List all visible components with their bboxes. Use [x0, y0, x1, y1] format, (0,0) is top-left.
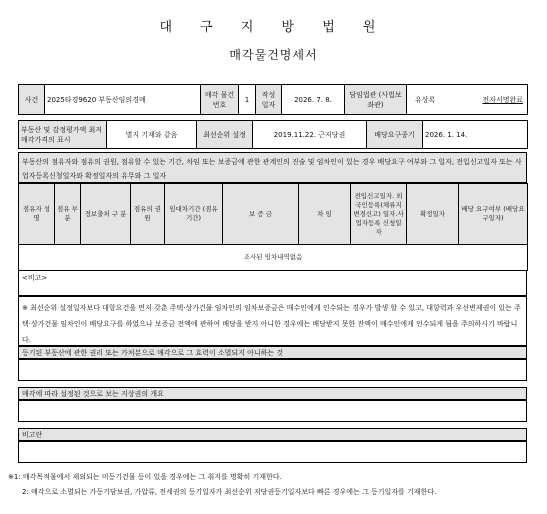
footnote-1: ※1: 매각목적물에서 제외되는 미등기건물 등이 있을 경우에는 그 취지를 명확히 기재한다. — [8, 473, 282, 481]
empty-message: 조사된 임차내역없음 — [19, 245, 528, 271]
item-number: 1 — [239, 85, 256, 115]
written-date-label: 작성 일자 — [256, 85, 282, 115]
header-cell: 점유 부분 — [55, 184, 81, 245]
surface-rights-body — [18, 400, 527, 422]
header-cell: 점유의 권 원 — [131, 184, 165, 245]
electronic-seal: 전자서명완료 — [482, 95, 523, 104]
remarks-label: <비고> — [18, 270, 527, 296]
written-date: 2026. 7. 8. — [282, 85, 345, 115]
header-cell: 차 임 — [299, 184, 351, 245]
header-cell: 정보출처 구 분 — [81, 184, 131, 245]
deadline-value: 2026. 1. 14. — [423, 121, 528, 149]
tenant-notice: ※ 최선순위 설정일자보다 대항요건을 먼저 갖춘 주택·상가건물 임차인의 임차보증금은 매수인에게 인수되는 경우가 발생 할 수 있고, 대항력과 우선변제권이 있는 주택·상가건물 임차인이 배당요구를 하였으나 보증금 전액에 관하여 배당을 받지 아니한 경우에는 배당받지 못한 잔액이 매수인에게 인수되게 됨을 주의하시기 바랍니다. — [18, 296, 527, 346]
court-name: 대 구 지 방 법 원 — [159, 20, 388, 35]
valuation-table — [18, 120, 528, 149]
remarks-bottom-body — [18, 441, 527, 463]
remarks-bottom-heading: 비고란 — [18, 428, 527, 441]
registered-rights-body — [18, 359, 527, 381]
first-right-value: 2019.11.22. 근저당권 — [253, 121, 367, 149]
case-label: 사건 — [19, 85, 45, 115]
judge-label: 담임법관 (사법보좌관) — [345, 85, 407, 115]
table-row — [19, 245, 528, 271]
occupant-table — [18, 183, 528, 271]
judge-name: 유상록 — [415, 95, 436, 104]
occupancy-notice: 부동산의 점유자와 점유의 권원, 점유할 수 있는 기간, 차임 또는 보증금에 관한 관계인의 진술 및 임차인이 있는 경우 배당요구 여부와 그 일자, 전입신고일자 또는 사업자등록신청일자와 확정일자의 유무와 그 일자 — [18, 152, 527, 183]
header-cell: 보 증 금 — [223, 184, 299, 245]
first-right-label: 최선순위 설정 — [197, 121, 253, 149]
item-number-label: 매각 물건번호 — [201, 85, 239, 115]
header-cell: 전입신고일자. 외국인등록(체류지변경신고) 일자.사업자등록 신청일자 — [351, 184, 407, 245]
case-number: 2025타경9620 부동산임의경매 — [45, 85, 201, 115]
judge-cell — [407, 85, 528, 115]
footnote-2: 2: 매각으로 소멸되는 가등기담보권, 가압류, 전세권의 등기일자가 최선순위 저당권등기일자보다 빠른 경우에는 그 등기일자를 기재한다. — [22, 488, 437, 496]
registered-rights-heading: 등기된 부동산에 관한 권리 또는 가처분으로 매각으로 그 효력이 소멸되지 아니하는 것 — [18, 346, 527, 359]
header-cell: 점유자 성 명 — [19, 184, 55, 245]
property-value: 별지 기재와 같음 — [107, 121, 197, 149]
header-cell: 확정일자 — [407, 184, 459, 245]
document-title: 매각물건명세서 — [229, 48, 318, 62]
occupant-header-row — [19, 184, 528, 245]
header-cell: 배당 요구여부 (배당요구일자) — [459, 184, 528, 245]
surface-rights-heading: 매각에 따라 설정된 것으로 보는 지상권의 개요 — [18, 387, 527, 400]
case-info-table — [18, 84, 528, 115]
deadline-label: 배당요구종기 — [367, 121, 423, 149]
property-label: 부동산 및 감정평가액 최저매각가격의 표시 — [19, 121, 107, 149]
header-cell: 임대차기간 (점유기간) — [165, 184, 223, 245]
